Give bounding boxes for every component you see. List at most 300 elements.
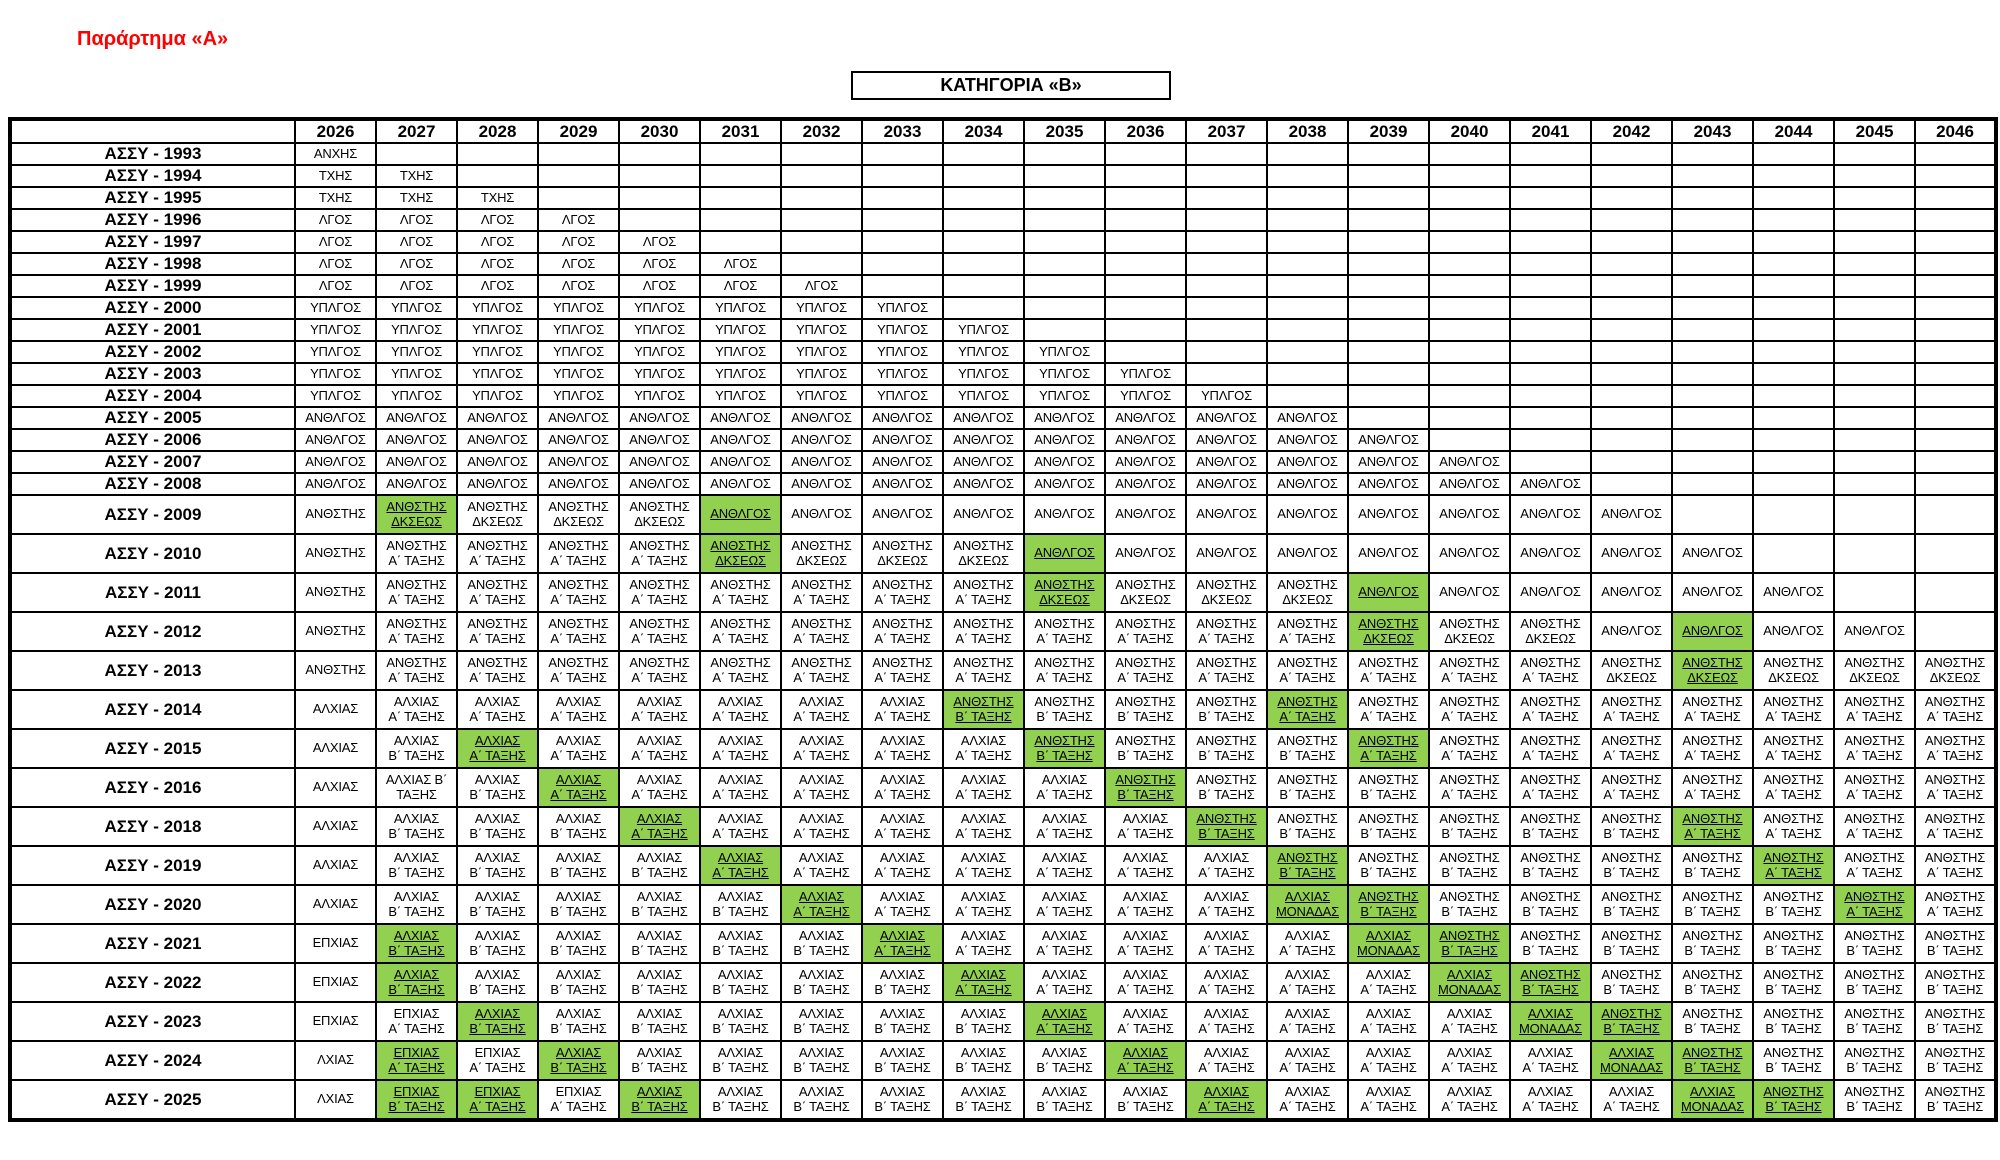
- rank-cell: [1591, 407, 1672, 429]
- rank-text-line: Α΄ ΤΑΞΗΣ: [712, 786, 769, 802]
- rank-text-line: Β΄ ΤΑΞΗΣ: [631, 1098, 688, 1114]
- rank-text-line: Α΄ ΤΑΞΗΣ: [1036, 825, 1093, 841]
- rank-cell: [1024, 385, 1105, 407]
- rank-cell: [1915, 495, 1996, 534]
- rank-cell: [295, 165, 376, 187]
- rank-text-line: ΑΝΘΛΓΟΣ: [1115, 431, 1176, 447]
- rank-cell: [1186, 275, 1267, 297]
- rank-text-line: ΑΝΘΣΤΗΣ: [953, 654, 1014, 670]
- rank-text-line: ΔΚΣΕΩΣ: [1768, 669, 1819, 685]
- rank-cell: [700, 429, 781, 451]
- rank-cell: [619, 651, 700, 690]
- rank-cell: [1267, 143, 1348, 165]
- rank-cell: [1024, 768, 1105, 807]
- rank-text-line: Α΄ ΤΑΞΗΣ: [1279, 981, 1336, 997]
- rank-text-line: ΑΝΘΣΤΗΣ: [791, 615, 852, 631]
- rank-text-line: ΑΝΘΣΤΗΣ: [1520, 693, 1581, 709]
- rank-text-line: ΛΓΟΣ: [399, 211, 434, 227]
- rank-text-line: ΑΛΧΙΑΣ: [879, 1044, 926, 1060]
- rank-cell: [1429, 729, 1510, 768]
- rank-cell: [1429, 924, 1510, 963]
- rank-text-line: ΑΝΘΣΤΗΣ: [1682, 732, 1743, 748]
- rank-text-line: ΑΛΧΙΑΣ: [1122, 1044, 1169, 1060]
- rank-text-line: Α΄ ΤΑΞΗΣ: [1198, 981, 1255, 997]
- rank-text-line: ΑΛΧΙΑΣ: [474, 732, 521, 748]
- rank-cell: [1105, 341, 1186, 363]
- rank-cell: [1510, 407, 1591, 429]
- rank-text-line: ΤΧΗΣ: [318, 189, 353, 205]
- rank-text-line: ΑΛΧΙΑΣ: [1527, 1044, 1574, 1060]
- rank-text-line: ΑΛΧΙΑΣ: [717, 927, 764, 943]
- rank-cell: [862, 963, 943, 1002]
- rank-cell: [619, 385, 700, 407]
- rank-text-line: Α΄ ΤΑΞΗΣ: [469, 708, 526, 724]
- rank-cell: [781, 363, 862, 385]
- rank-cell: [538, 275, 619, 297]
- table-row: [10, 1002, 1996, 1041]
- rank-text-line: ΑΝΘΛΓΟΣ: [1115, 545, 1176, 561]
- rank-text-line: Α΄ ΤΑΞΗΣ: [388, 552, 445, 568]
- rank-text-line: ΥΠΛΓΟΣ: [310, 387, 361, 403]
- rank-cell: [1024, 407, 1105, 429]
- rank-cell: [457, 429, 538, 451]
- rank-cell: [700, 231, 781, 253]
- rank-cell: [1915, 341, 1996, 363]
- rank-text-line: ΑΝΘΛΓΟΣ: [953, 431, 1014, 447]
- rank-cell: [1429, 253, 1510, 275]
- rank-cell: [1024, 1002, 1105, 1041]
- rank-text-line: ΑΛΧΙΑΣ: [636, 1044, 683, 1060]
- rank-cell: [376, 473, 457, 495]
- rank-text-line: Α΄ ΤΑΞΗΣ: [1441, 1020, 1498, 1036]
- rank-cell: [1267, 651, 1348, 690]
- rank-text-line: ΑΛΧΙΑΣ: [555, 810, 602, 826]
- row-label: ΑΣΣΥ - 2005: [10, 407, 295, 429]
- rank-cell: [1753, 253, 1834, 275]
- rank-cell: [1186, 768, 1267, 807]
- rank-text-line: ΑΛΧΙΑΣ: [555, 927, 602, 943]
- rank-text-line: ΑΝΘΛΓΟΣ: [1196, 545, 1257, 561]
- row-label: ΑΣΣΥ - 1999: [10, 275, 295, 297]
- rank-cell: [1834, 407, 1915, 429]
- rank-text-line: ΑΝΘΣΤΗΣ: [1115, 576, 1176, 592]
- rank-text-line: Β΄ ΤΑΞΗΣ: [469, 786, 526, 802]
- rank-cell: [619, 341, 700, 363]
- rank-cell: [1591, 1041, 1672, 1080]
- rank-cell: [781, 690, 862, 729]
- rank-cell: [781, 612, 862, 651]
- rank-cell: [862, 807, 943, 846]
- rank-text-line: ΛΓΟΣ: [399, 233, 434, 249]
- rank-cell: [1915, 690, 1996, 729]
- rank-cell: [1429, 690, 1510, 729]
- rank-text-line: ΑΛΧΙΑΣ: [474, 810, 521, 826]
- rank-text-line: Β΄ ΤΑΞΗΣ: [955, 1020, 1012, 1036]
- rank-text-line: Β΄ ΤΑΞΗΣ: [1684, 1020, 1741, 1036]
- rank-cell: [1186, 253, 1267, 275]
- rank-text-line: Β΄ ΤΑΞΗΣ: [793, 1098, 850, 1114]
- rank-cell: [1348, 534, 1429, 573]
- rank-cell: [1186, 534, 1267, 573]
- year-header: 2044: [1753, 119, 1834, 143]
- row-label: ΑΣΣΥ - 2025: [10, 1080, 295, 1120]
- rank-text-line: Α΄ ΤΑΞΗΣ: [1684, 825, 1741, 841]
- rank-text-line: Α΄ ΤΑΞΗΣ: [874, 708, 931, 724]
- rank-text-line: ΑΝΘΣΤΗΣ: [1520, 810, 1581, 826]
- rank-cell: [1753, 1002, 1834, 1041]
- rank-cell: [1105, 143, 1186, 165]
- rank-cell: [1834, 143, 1915, 165]
- rank-text-line: Β΄ ΤΑΞΗΣ: [388, 825, 445, 841]
- rank-cell: [1429, 341, 1510, 363]
- rank-text-line: ΑΝΘΣΤΗΣ: [386, 498, 447, 514]
- rank-cell: [1429, 846, 1510, 885]
- rank-text-line: ΛΓΟΣ: [561, 255, 596, 271]
- rank-text-line: Α΄ ΤΑΞΗΣ: [1684, 747, 1741, 763]
- rank-cell: [1753, 473, 1834, 495]
- rank-text-line: Α΄ ΤΑΞΗΣ: [1360, 981, 1417, 997]
- rank-cell: [1915, 963, 1996, 1002]
- rank-text-line: ΑΛΧΙΑΣ: [960, 1005, 1007, 1021]
- rank-cell: [781, 385, 862, 407]
- rank-cell: [1105, 573, 1186, 612]
- rank-cell: [376, 885, 457, 924]
- rank-text-line: ΥΠΛΓΟΣ: [391, 343, 442, 359]
- rank-text-line: ΕΠΧΙΑΣ: [474, 1044, 521, 1060]
- rank-cell: [1753, 319, 1834, 341]
- rank-cell: [619, 297, 700, 319]
- rank-text-line: ΑΝΘΣΤΗΣ: [305, 545, 366, 561]
- rank-cell: [1591, 768, 1672, 807]
- rank-cell: [1510, 297, 1591, 319]
- table-row: [10, 651, 1996, 690]
- rank-text-line: ΑΝΘΣΤΗΣ: [1763, 1005, 1824, 1021]
- rank-text-line: ΑΝΘΛΓΟΣ: [548, 475, 609, 491]
- rank-text-line: ΑΝΘΣΤΗΣ: [1439, 888, 1500, 904]
- rank-text-line: ΑΝΘΣΤΗΣ: [629, 537, 690, 553]
- rank-cell: [1834, 473, 1915, 495]
- rank-text-line: ΔΚΣΕΩΣ: [1039, 591, 1090, 607]
- rank-text-line: ΑΛΧΙΑΣ: [555, 732, 602, 748]
- rank-text-line: Β΄ ΤΑΞΗΣ: [1198, 786, 1255, 802]
- rank-text-line: Β΄ ΤΑΞΗΣ: [1036, 747, 1093, 763]
- rank-text-line: ΑΛΧΙΑΣ: [1365, 927, 1412, 943]
- rank-text-line: ΑΝΘΣΤΗΣ: [1601, 888, 1662, 904]
- rank-cell: [1591, 253, 1672, 275]
- rank-text-line: Β΄ ΤΑΞΗΣ: [1603, 1020, 1660, 1036]
- rank-cell: [376, 807, 457, 846]
- rank-text-line: ΑΛΧΙΑΣ: [636, 888, 683, 904]
- rank-cell: [538, 451, 619, 473]
- row-label: ΑΣΣΥ - 1996: [10, 209, 295, 231]
- rank-text-line: ΑΛΧΙΑΣ: [636, 771, 683, 787]
- rank-text-line: ΥΠΛΓΟΣ: [1039, 387, 1090, 403]
- rank-cell: [1510, 924, 1591, 963]
- rank-cell: [781, 319, 862, 341]
- rank-text-line: ΑΛΧΙΑΣ: [555, 966, 602, 982]
- rank-text-line: Β΄ ΤΑΞΗΣ: [874, 1098, 931, 1114]
- rank-cell: [1186, 1041, 1267, 1080]
- rank-cell: [457, 253, 538, 275]
- row-label: ΑΣΣΥ - 2001: [10, 319, 295, 341]
- rank-text-line: ΛΧΙΑΣ: [317, 1091, 354, 1107]
- rank-text-line: Α΄ ΤΑΞΗΣ: [1603, 786, 1660, 802]
- rank-text-line: ΑΝΘΛΓΟΣ: [1439, 584, 1500, 600]
- rank-text-line: ΑΛΧΙΑΣ: [717, 771, 764, 787]
- rank-cell: [781, 451, 862, 473]
- rank-cell: [1024, 165, 1105, 187]
- rank-cell: [700, 385, 781, 407]
- table-row: [10, 253, 1996, 275]
- rank-cell: [1429, 385, 1510, 407]
- rank-text-line: ΑΝΘΣΤΗΣ: [1682, 966, 1743, 982]
- rank-text-line: Β΄ ΤΑΞΗΣ: [388, 864, 445, 880]
- rank-text-line: Β΄ ΤΑΞΗΣ: [955, 1098, 1012, 1114]
- rank-cell: [862, 451, 943, 473]
- rank-cell: [943, 690, 1024, 729]
- rank-text-line: ΑΝΘΣΤΗΣ: [1601, 1005, 1662, 1021]
- rank-text-line: ΑΝΘΣΤΗΣ: [1924, 849, 1986, 865]
- rank-text-line: ΑΛΧΙΑΣ: [393, 849, 440, 865]
- rank-text-line: Α΄ ΤΑΞΗΣ: [1036, 786, 1093, 802]
- table-row: [10, 846, 1996, 885]
- row-label: ΑΣΣΥ - 2002: [10, 341, 295, 363]
- rank-cell: [376, 651, 457, 690]
- rank-text-line: ΑΝΘΣΤΗΣ: [1439, 654, 1500, 670]
- rank-cell: [1186, 729, 1267, 768]
- rank-cell: [376, 187, 457, 209]
- rank-text-line: Α΄ ΤΑΞΗΣ: [874, 942, 931, 958]
- rank-cell: [1834, 275, 1915, 297]
- rank-cell: [1510, 1002, 1591, 1041]
- rank-text-line: ΑΝΘΛΓΟΣ: [1358, 431, 1419, 447]
- row-label: ΑΣΣΥ - 1995: [10, 187, 295, 209]
- row-label: ΑΣΣΥ - 2012: [10, 612, 295, 651]
- rank-text-line: Β΄ ΤΑΞΗΣ: [1279, 864, 1336, 880]
- rank-cell: [943, 297, 1024, 319]
- table-row: [10, 534, 1996, 573]
- rank-cell: [1267, 451, 1348, 473]
- rank-cell: [619, 187, 700, 209]
- rank-cell: [1429, 807, 1510, 846]
- rank-cell: [1753, 612, 1834, 651]
- row-label: ΑΣΣΥ - 2003: [10, 363, 295, 385]
- rank-text-line: ΑΛΧΙΑΣ: [1203, 966, 1250, 982]
- rank-text-line: ΛΓΟΣ: [804, 277, 839, 293]
- rank-cell: [1348, 187, 1429, 209]
- rank-text-line: ΑΝΘΣΤΗΣ: [1358, 654, 1419, 670]
- rank-text-line: Α΄ ΤΑΞΗΣ: [874, 864, 931, 880]
- rank-cell: [1348, 768, 1429, 807]
- rank-cell: [1024, 534, 1105, 573]
- rank-cell: [781, 1002, 862, 1041]
- rank-cell: [1348, 846, 1429, 885]
- rank-text-line: ΑΝΘΣΤΗΣ: [1844, 966, 1905, 982]
- rank-text-line: ΑΝΘΣΤΗΣ: [548, 576, 609, 592]
- rank-cell: [1672, 1002, 1753, 1041]
- rank-text-line: Α΄ ΤΑΞΗΣ: [874, 591, 931, 607]
- rank-text-line: ΑΝΘΛΓΟΣ: [1439, 453, 1500, 469]
- rank-text-line: ΑΛΧΙΑΣ: [474, 849, 521, 865]
- rank-text-line: ΑΝΘΣΤΗΣ: [548, 654, 609, 670]
- rank-text-line: ΑΝΘΣΤΗΣ: [1601, 810, 1662, 826]
- rank-cell: [1834, 690, 1915, 729]
- rank-cell: [1753, 341, 1834, 363]
- rank-cell: [376, 1002, 457, 1041]
- rank-text-line: ΑΝΘΣΤΗΣ: [1115, 615, 1176, 631]
- rank-text-line: ΑΛΧΙΑΣ: [474, 1005, 521, 1021]
- rank-text-line: Α΄ ΤΑΞΗΣ: [631, 630, 688, 646]
- rank-cell: [619, 231, 700, 253]
- rank-cell: [1834, 297, 1915, 319]
- rank-cell: [1105, 1002, 1186, 1041]
- rank-text-line: Α΄ ΤΑΞΗΣ: [388, 1059, 445, 1075]
- rank-text-line: ΑΝΘΣΤΗΣ: [1034, 576, 1095, 592]
- rank-cell: [295, 1002, 376, 1041]
- year-header: 2040: [1429, 119, 1510, 143]
- row-label: ΑΣΣΥ - 2024: [10, 1041, 295, 1080]
- rank-cell: [862, 407, 943, 429]
- rank-text-line: ΑΝΘΛΓΟΣ: [1358, 506, 1419, 522]
- rank-cell: [619, 807, 700, 846]
- rank-text-line: ΥΠΛΓΟΣ: [634, 365, 685, 381]
- rank-cell: [781, 143, 862, 165]
- rank-cell: [376, 275, 457, 297]
- rank-cell: [700, 807, 781, 846]
- rank-cell: [619, 924, 700, 963]
- rank-text-line: ΑΛΧΙΑΣ: [1446, 1005, 1493, 1021]
- rank-cell: [1915, 297, 1996, 319]
- rank-cell: [1267, 924, 1348, 963]
- rank-cell: [1348, 573, 1429, 612]
- rank-text-line: Β΄ ΤΑΞΗΣ: [469, 903, 526, 919]
- rank-text-line: ΕΠΧΙΑΣ: [312, 1013, 359, 1029]
- rank-cell: [1267, 495, 1348, 534]
- rank-cell: [457, 363, 538, 385]
- rank-text-line: Α΄ ΤΑΞΗΣ: [388, 708, 445, 724]
- rank-cell: [1753, 451, 1834, 473]
- table-row: [10, 473, 1996, 495]
- rank-text-line: ΥΠΛΓΟΣ: [958, 321, 1009, 337]
- rank-text-line: ΑΝΘΣΤΗΣ: [1439, 732, 1500, 748]
- rank-text-line: Β΄ ΤΑΞΗΣ: [1765, 942, 1822, 958]
- rank-cell: [1267, 729, 1348, 768]
- rank-text-line: ΑΝΘΣΤΗΣ: [1763, 927, 1824, 943]
- category-label: ΚΑΤΗΓΟΡΙΑ «Β»: [940, 75, 1082, 95]
- rank-text-line: ΑΝΘΛΓΟΣ: [1601, 545, 1662, 561]
- rank-text-line: Α΄ ΤΑΞΗΣ: [631, 669, 688, 685]
- rank-cell: [943, 885, 1024, 924]
- rank-text-line: ΥΠΛΓΟΣ: [472, 387, 523, 403]
- rank-text-line: ΑΝΘΣΤΗΣ: [1520, 888, 1581, 904]
- rank-cell: [1186, 319, 1267, 341]
- rank-cell: [943, 275, 1024, 297]
- rank-cell: [1267, 534, 1348, 573]
- rank-text-line: Α΄ ΤΑΞΗΣ: [1441, 747, 1498, 763]
- rank-text-line: Α΄ ΤΑΞΗΣ: [550, 1098, 607, 1114]
- rank-text-line: ΑΛΧΙΑΣ: [960, 927, 1007, 943]
- rank-cell: [457, 275, 538, 297]
- row-label: ΑΣΣΥ - 1994: [10, 165, 295, 187]
- rank-text-line: ΥΠΛΓΟΣ: [472, 321, 523, 337]
- rank-text-line: Α΄ ΤΑΞΗΣ: [1522, 786, 1579, 802]
- rank-text-line: ΑΝΘΛΓΟΣ: [1763, 623, 1824, 639]
- rank-cell: [1591, 187, 1672, 209]
- rank-cell: [1591, 231, 1672, 253]
- rank-text-line: ΤΧΗΣ: [399, 167, 434, 183]
- row-label: ΑΣΣΥ - 2018: [10, 807, 295, 846]
- rank-text-line: Β΄ ΤΑΞΗΣ: [712, 903, 769, 919]
- rank-text-line: ΑΝΘΣΤΗΣ: [1924, 927, 1986, 943]
- rank-text-line: ΑΛΧΙΑΣ: [960, 966, 1007, 982]
- rank-text-line: ΥΠΛΓΟΣ: [310, 321, 361, 337]
- rank-text-line: Α΄ ΤΑΞΗΣ: [1036, 630, 1093, 646]
- rank-cell: [862, 768, 943, 807]
- row-label: ΑΣΣΥ - 2023: [10, 1002, 295, 1041]
- rank-cell: [1024, 729, 1105, 768]
- rank-cell: [943, 495, 1024, 534]
- rank-cell: [1348, 165, 1429, 187]
- rank-cell: [619, 451, 700, 473]
- rank-cell: [457, 143, 538, 165]
- table-row: [10, 143, 1996, 165]
- rank-text-line: ΑΝΘΣΤΗΣ: [791, 654, 852, 670]
- rank-text-line: Β΄ ΤΑΞΗΣ: [1603, 942, 1660, 958]
- rank-cell: [1186, 495, 1267, 534]
- rank-cell: [619, 1002, 700, 1041]
- rank-text-line: Β΄ ΤΑΞΗΣ: [550, 825, 607, 841]
- rank-cell: [862, 846, 943, 885]
- rank-text-line: ΑΝΘΛΓΟΣ: [872, 475, 933, 491]
- rank-cell: [1915, 363, 1996, 385]
- table-body: [10, 143, 1996, 1120]
- rank-cell: [1915, 1002, 1996, 1041]
- rank-text-line: ΑΛΧΙΑΣ: [960, 1044, 1007, 1060]
- rank-text-line: Α΄ ΤΑΞΗΣ: [1279, 630, 1336, 646]
- row-label: ΑΣΣΥ - 2006: [10, 429, 295, 451]
- rank-cell: [1267, 885, 1348, 924]
- rank-text-line: ΑΝΘΣΤΗΣ: [1034, 693, 1095, 709]
- rank-cell: [295, 473, 376, 495]
- row-label: ΑΣΣΥ - 2019: [10, 846, 295, 885]
- rank-cell: [538, 209, 619, 231]
- rank-cell: [1510, 768, 1591, 807]
- year-header: 2032: [781, 119, 862, 143]
- rank-text-line: Α΄ ΤΑΞΗΣ: [955, 903, 1012, 919]
- rank-text-line: Α΄ ΤΑΞΗΣ: [1279, 942, 1336, 958]
- rank-cell: [457, 534, 538, 573]
- rank-text-line: ΥΠΛΓΟΣ: [715, 321, 766, 337]
- rank-text-line: Α΄ ΤΑΞΗΣ: [1765, 786, 1822, 802]
- year-header: 2039: [1348, 119, 1429, 143]
- rank-cell: [700, 1002, 781, 1041]
- rank-text-line: Β΄ ΤΑΞΗΣ: [631, 942, 688, 958]
- rank-text-line: ΑΝΘΣΤΗΣ: [1763, 1083, 1824, 1099]
- rank-text-line: ΥΠΛΓΟΣ: [877, 387, 928, 403]
- rank-text-line: Β΄ ΤΑΞΗΣ: [550, 1059, 607, 1075]
- rank-cell: [862, 341, 943, 363]
- year-header: 2045: [1834, 119, 1915, 143]
- rank-cell: [1267, 341, 1348, 363]
- rank-cell: [1186, 807, 1267, 846]
- rank-text-line: ΑΝΘΣΤΗΣ: [1358, 615, 1419, 631]
- rank-text-line: Α΄ ΤΑΞΗΣ: [712, 747, 769, 763]
- rank-text-line: ΑΝΘΛΓΟΣ: [1682, 545, 1743, 561]
- rank-cell: [1186, 885, 1267, 924]
- rank-cell: [619, 473, 700, 495]
- rank-text-line: ΑΛΧΙΑΣ: [879, 1005, 926, 1021]
- rank-text-line: ΑΛΧΙΑΣ: [960, 771, 1007, 787]
